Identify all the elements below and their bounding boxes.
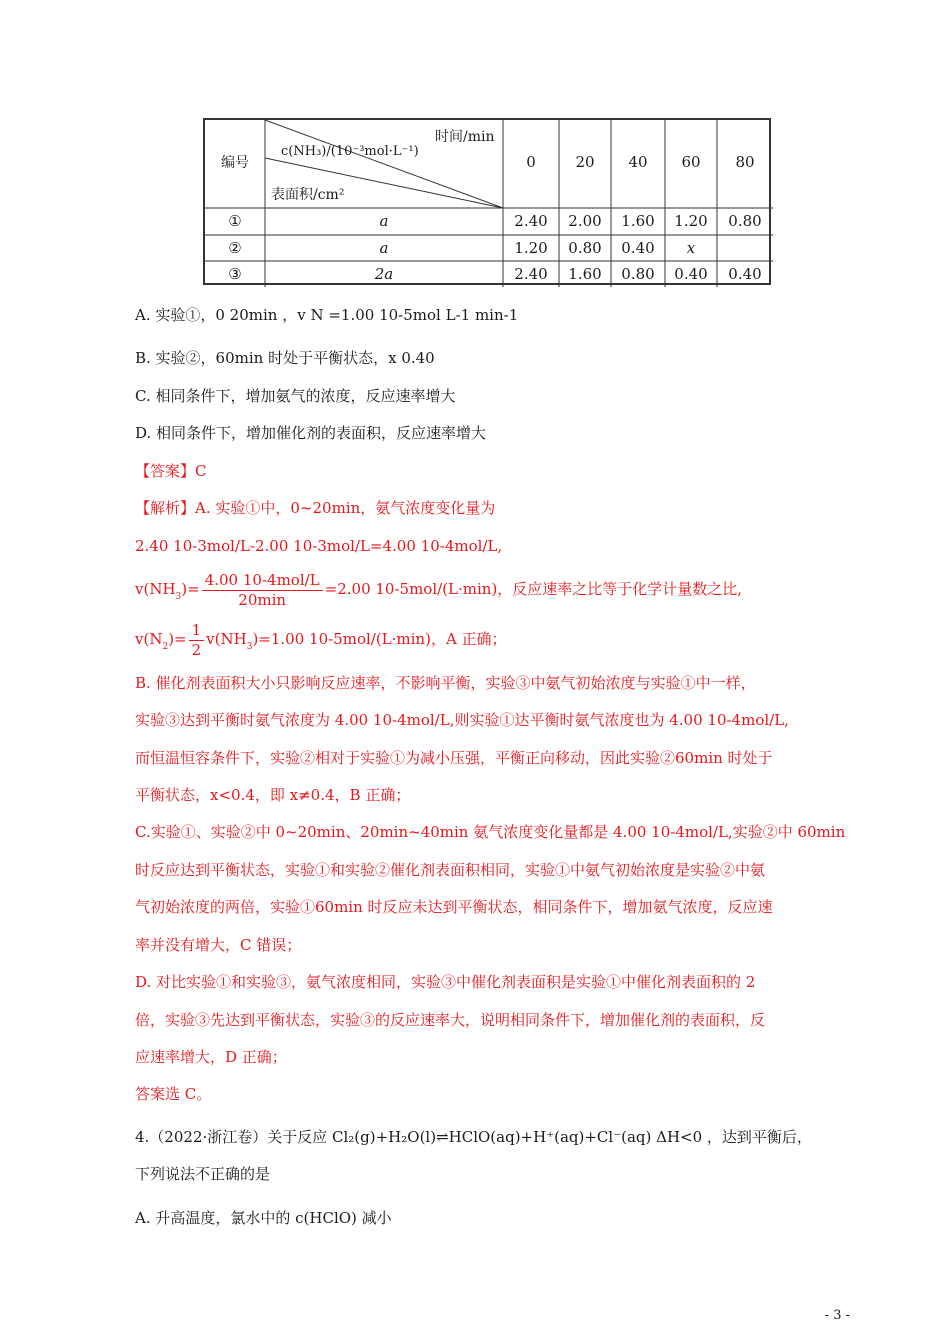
fraction: [202, 571, 323, 610]
cell: 0.40: [621, 239, 655, 257]
time-40: 40: [628, 153, 648, 171]
option-b: B. 实验②，60min 时处于平衡状态，x 0.40: [135, 349, 435, 367]
analysis-rate-n2: $v(N_2)=$ $\frac{1}{2}$ $v(NH_3)=1.00$ 10-5mol/(L·min)，A 正确；: [135, 620, 507, 659]
header-time: 时间/min: [435, 129, 495, 145]
cell: 1.20: [514, 239, 548, 257]
time-80: 80: [735, 153, 755, 171]
cell: 0.80: [621, 265, 655, 283]
cell: 2.40: [514, 212, 548, 230]
analysis-line: B. 催化剂表面积大小只影响反应速率，不影响平衡，实验③中氨气初始浓度与实验①中一样，: [135, 674, 756, 692]
row-area: a: [379, 239, 389, 257]
analysis-line: 倍，实验③先达到平衡状态，实验③的反应速率大，说明相同条件下，增加催化剂的表面积，反: [135, 1011, 766, 1029]
text: v(NH: [206, 630, 247, 648]
text: =2.00 10-5mol/(L·min)，反应速率之比等于化学计量数之比,: [324, 580, 743, 598]
row-area: 2a: [374, 265, 394, 283]
page-number: - 3 -: [824, 1308, 850, 1323]
numerator: 1: [189, 621, 205, 641]
analysis-line: C.实验①、实验②中 0~20min、20min~40min 氨气浓度变化量都是 4.00 10-4mol/L,实验②中 60min: [135, 823, 846, 841]
header-concentration: c(NH₃)/(10⁻³mol·L⁻¹): [281, 144, 419, 159]
cell: 0.80: [568, 239, 602, 257]
text: v(NH: [135, 580, 176, 598]
analysis-final: 答案选 C。: [135, 1085, 212, 1103]
analysis-line: 率并没有增大，C 错误；: [135, 936, 302, 954]
header-number: 编号: [221, 155, 249, 171]
text: v(N: [135, 630, 163, 648]
question-4-option-a: A. 升高温度，氯水中的 c(HClO) 减小: [135, 1209, 392, 1227]
analysis-rate-nh3: $v(NH_3)=$ $\frac{\text{4.00 10-4mol/L}}{20\min}$ =2.00 10-5mol/(L·min)，反应速率之比等于化学计量数之比,: [135, 570, 743, 609]
denominator: 2: [191, 640, 202, 659]
row-id: ③: [228, 265, 242, 283]
analysis-line: 2.40 10-3mol/L-2.00 10-3mol/L=4.00 10-4mol/L,: [135, 537, 503, 555]
numerator: 4.00 10-4mol/L: [202, 571, 323, 591]
option-c: C. 相同条件下，增加氨气的浓度，反应速率增大: [135, 387, 456, 405]
analysis-line: 时反应达到平衡状态，实验①和实验②催化剂表面积相同，实验①中氨气初始浓度是实验②中氨: [135, 861, 766, 879]
analysis-line: 实验③达到平衡时氨气浓度为 4.00 10-4mol/L,则实验①达平衡时氨气浓度也为 4.00 10-4mol/L,: [135, 711, 789, 729]
cell: 0.80: [728, 212, 762, 230]
row-area: a: [379, 212, 389, 230]
analysis-line: 【解析】A. 实验①中，0~20min，氨气浓度变化量为: [135, 499, 496, 517]
row-id: ①: [228, 212, 242, 230]
cell: 0.40: [674, 265, 708, 283]
cell: 2.00: [568, 212, 602, 230]
question-4-stem: 4.（2022·浙江卷）关于反应 Cl₂(g)+H₂O(l)⇌HClO(aq)+H⁺(aq)+Cl⁻(aq) ΔH<0 ，达到平衡后，: [135, 1128, 812, 1146]
fraction: [189, 621, 205, 660]
cell: 2.40: [514, 265, 548, 283]
denominator: 20min: [238, 590, 287, 609]
analysis-line: 应速率增大，D 正确；: [135, 1048, 287, 1066]
option-a: A. 实验①，0 20min ，v N =1.00 10-5mol L-1 min-1: [135, 306, 519, 324]
question-4-stem-2: 下列说法不正确的是: [135, 1165, 271, 1183]
data-table: [203, 118, 771, 285]
analysis-line: D. 对比实验①和实验③，氨气浓度相同，实验③中催化剂表面积是实验①中催化剂表面积的 2: [135, 973, 756, 991]
row-id: ②: [228, 239, 242, 257]
answer-label: 【答案】C: [135, 462, 207, 480]
header-area: 表面积/cm²: [271, 187, 345, 203]
text: )=1.00 10-5mol/(L·min)，A 正确；: [252, 630, 507, 648]
cell: 1.60: [568, 265, 602, 283]
time-60: 60: [681, 153, 701, 171]
option-d: D. 相同条件下，增加催化剂的表面积，反应速率增大: [135, 424, 487, 442]
analysis-line: 而恒温恒容条件下，实验②相对于实验①为减小压强，平衡正向移动，因此实验②60min 时处于: [135, 749, 773, 767]
analysis-line: 平衡状态，x<0.4，即 x≠0.4，B 正确；: [135, 786, 411, 804]
time-0: 0: [526, 153, 536, 171]
cell: 0.40: [728, 265, 762, 283]
cell: 1.20: [674, 212, 708, 230]
cell: 1.60: [621, 212, 655, 230]
cell: x: [686, 239, 696, 257]
analysis-line: 气初始浓度的两倍，实验①60min 时反应未达到平衡状态，相同条件下，增加氨气浓度，反应速: [135, 898, 773, 916]
time-20: 20: [575, 153, 595, 171]
